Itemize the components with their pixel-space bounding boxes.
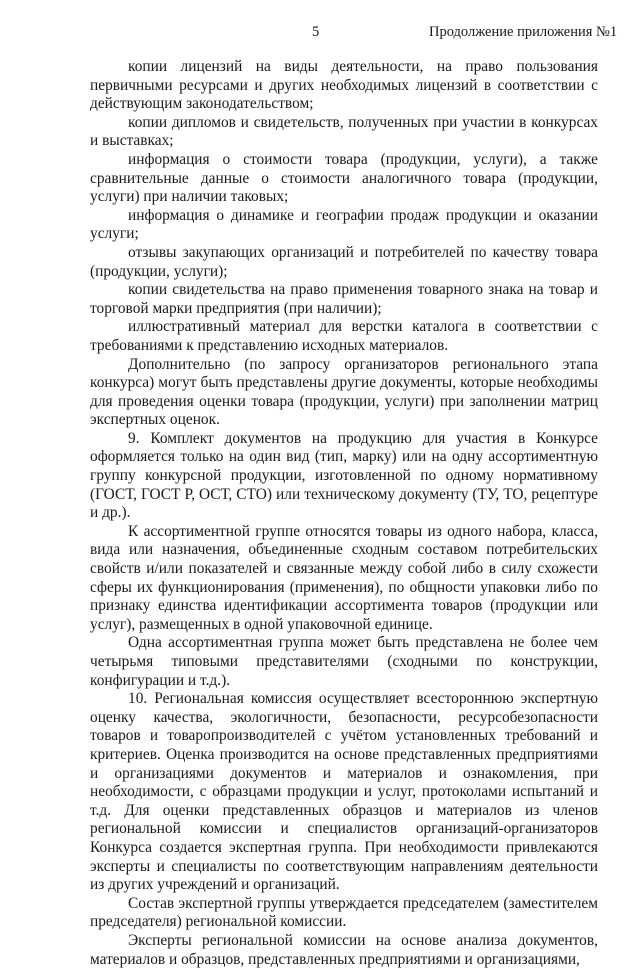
body-text	[90, 58, 598, 969]
page-header	[0, 18, 640, 40]
paragraph: Дополнительно (по запросу организаторов регионального этапа конкурса) могут быть представлены другие документы, которые необходимы для проведения оценки товара (продукции, услуги) при заполнении матриц экспертных оценок.	[90, 355, 598, 429]
paragraph: Состав экспертной группы утверждается председателем (заместителем председателя) региональной комиссии.	[90, 894, 598, 931]
appendix-continuation-label: Продолжение приложения №1	[429, 24, 618, 40]
paragraph: информация о стоимости товара (продукции, услуги), а также сравнительные данные о стоимости аналогичного товара (продукции, услуги) при наличии таковых;	[90, 150, 598, 206]
paragraph: Эксперты региональной комиссии на основе анализа документов, материалов и образцов, представленных предприятиями и организациями,	[90, 931, 598, 968]
paragraph: 9. Комплект документов на продукцию для участия в Конкурсе оформляется только на один вид (тип, марку) или на одну ассортиментную группу конкурсной продукции, изготовленной по одному нормативному (ГОСТ, ГОСТ Р, ОСТ, СТО) или техническому документу (ТУ, ТО, рецептуре и др.).	[90, 429, 598, 522]
paragraph: К ассортиментной группе относятся товары из одного набора, класса, вида или назначения, объединенные сходным составом потребительских свойств и/или показателей и связанные между собой либо в силу схожести сферы их функционирования (применения), по общности упаковки либо по признаку единства идентификации ассортимента товаров (продукции или услуг), размещенных в одной упаковочной единице.	[90, 522, 598, 633]
paragraph: Одна ассортиментная группа может быть представлена не более чем четырьмя типовыми представителями (сходными по конструкции, конфигурации и т.д.).	[90, 634, 598, 689]
paragraph: копии свидетельства на право применения товарного знака на товар и торговой марки предприятия (при наличии);	[90, 281, 598, 317]
paragraph: 10. Региональная комиссия осуществляет всестороннюю экспертную оценку качества, экологичности, безопасности, ресурсобезопасности товаров и товаропроизводителей с учётом установленных требований и критериев. Оценка производится на основе представленных предприятиями и организациями документов и материалов и ознакомления, при необходимости, с образцами продукции и услуг, протоколами испытаний и т.д. Для оценки представленных образцов и материалов из членов региональной комиссии и специалистов организаций-организаторов Конкурса создается экспертная группа. При необходимости привлекаются эксперты и специалисты по соответствующим направлениям деятельности из других учреждений и организаций.	[90, 690, 598, 894]
paragraph: информация о динамике и географии продаж продукции и оказании услуги;	[90, 206, 598, 243]
page-number: 5	[312, 24, 320, 40]
paragraph: копии дипломов и свидетельств, полученных при участии в конкурсах и выставках;	[90, 113, 598, 150]
paragraph: иллюстративный материал для верстки каталога в соответствии с требованиями к представлению исходных материалов.	[90, 318, 598, 354]
paragraph: отзывы закупающих организаций и потребителей по качеству товара (продукции, услуги);	[90, 243, 598, 280]
paragraph: копии лицензий на виды деятельности, на право пользования первичными ресурсами и других необходимых лицензий в соответствии с действующим законодательством;	[90, 58, 598, 113]
